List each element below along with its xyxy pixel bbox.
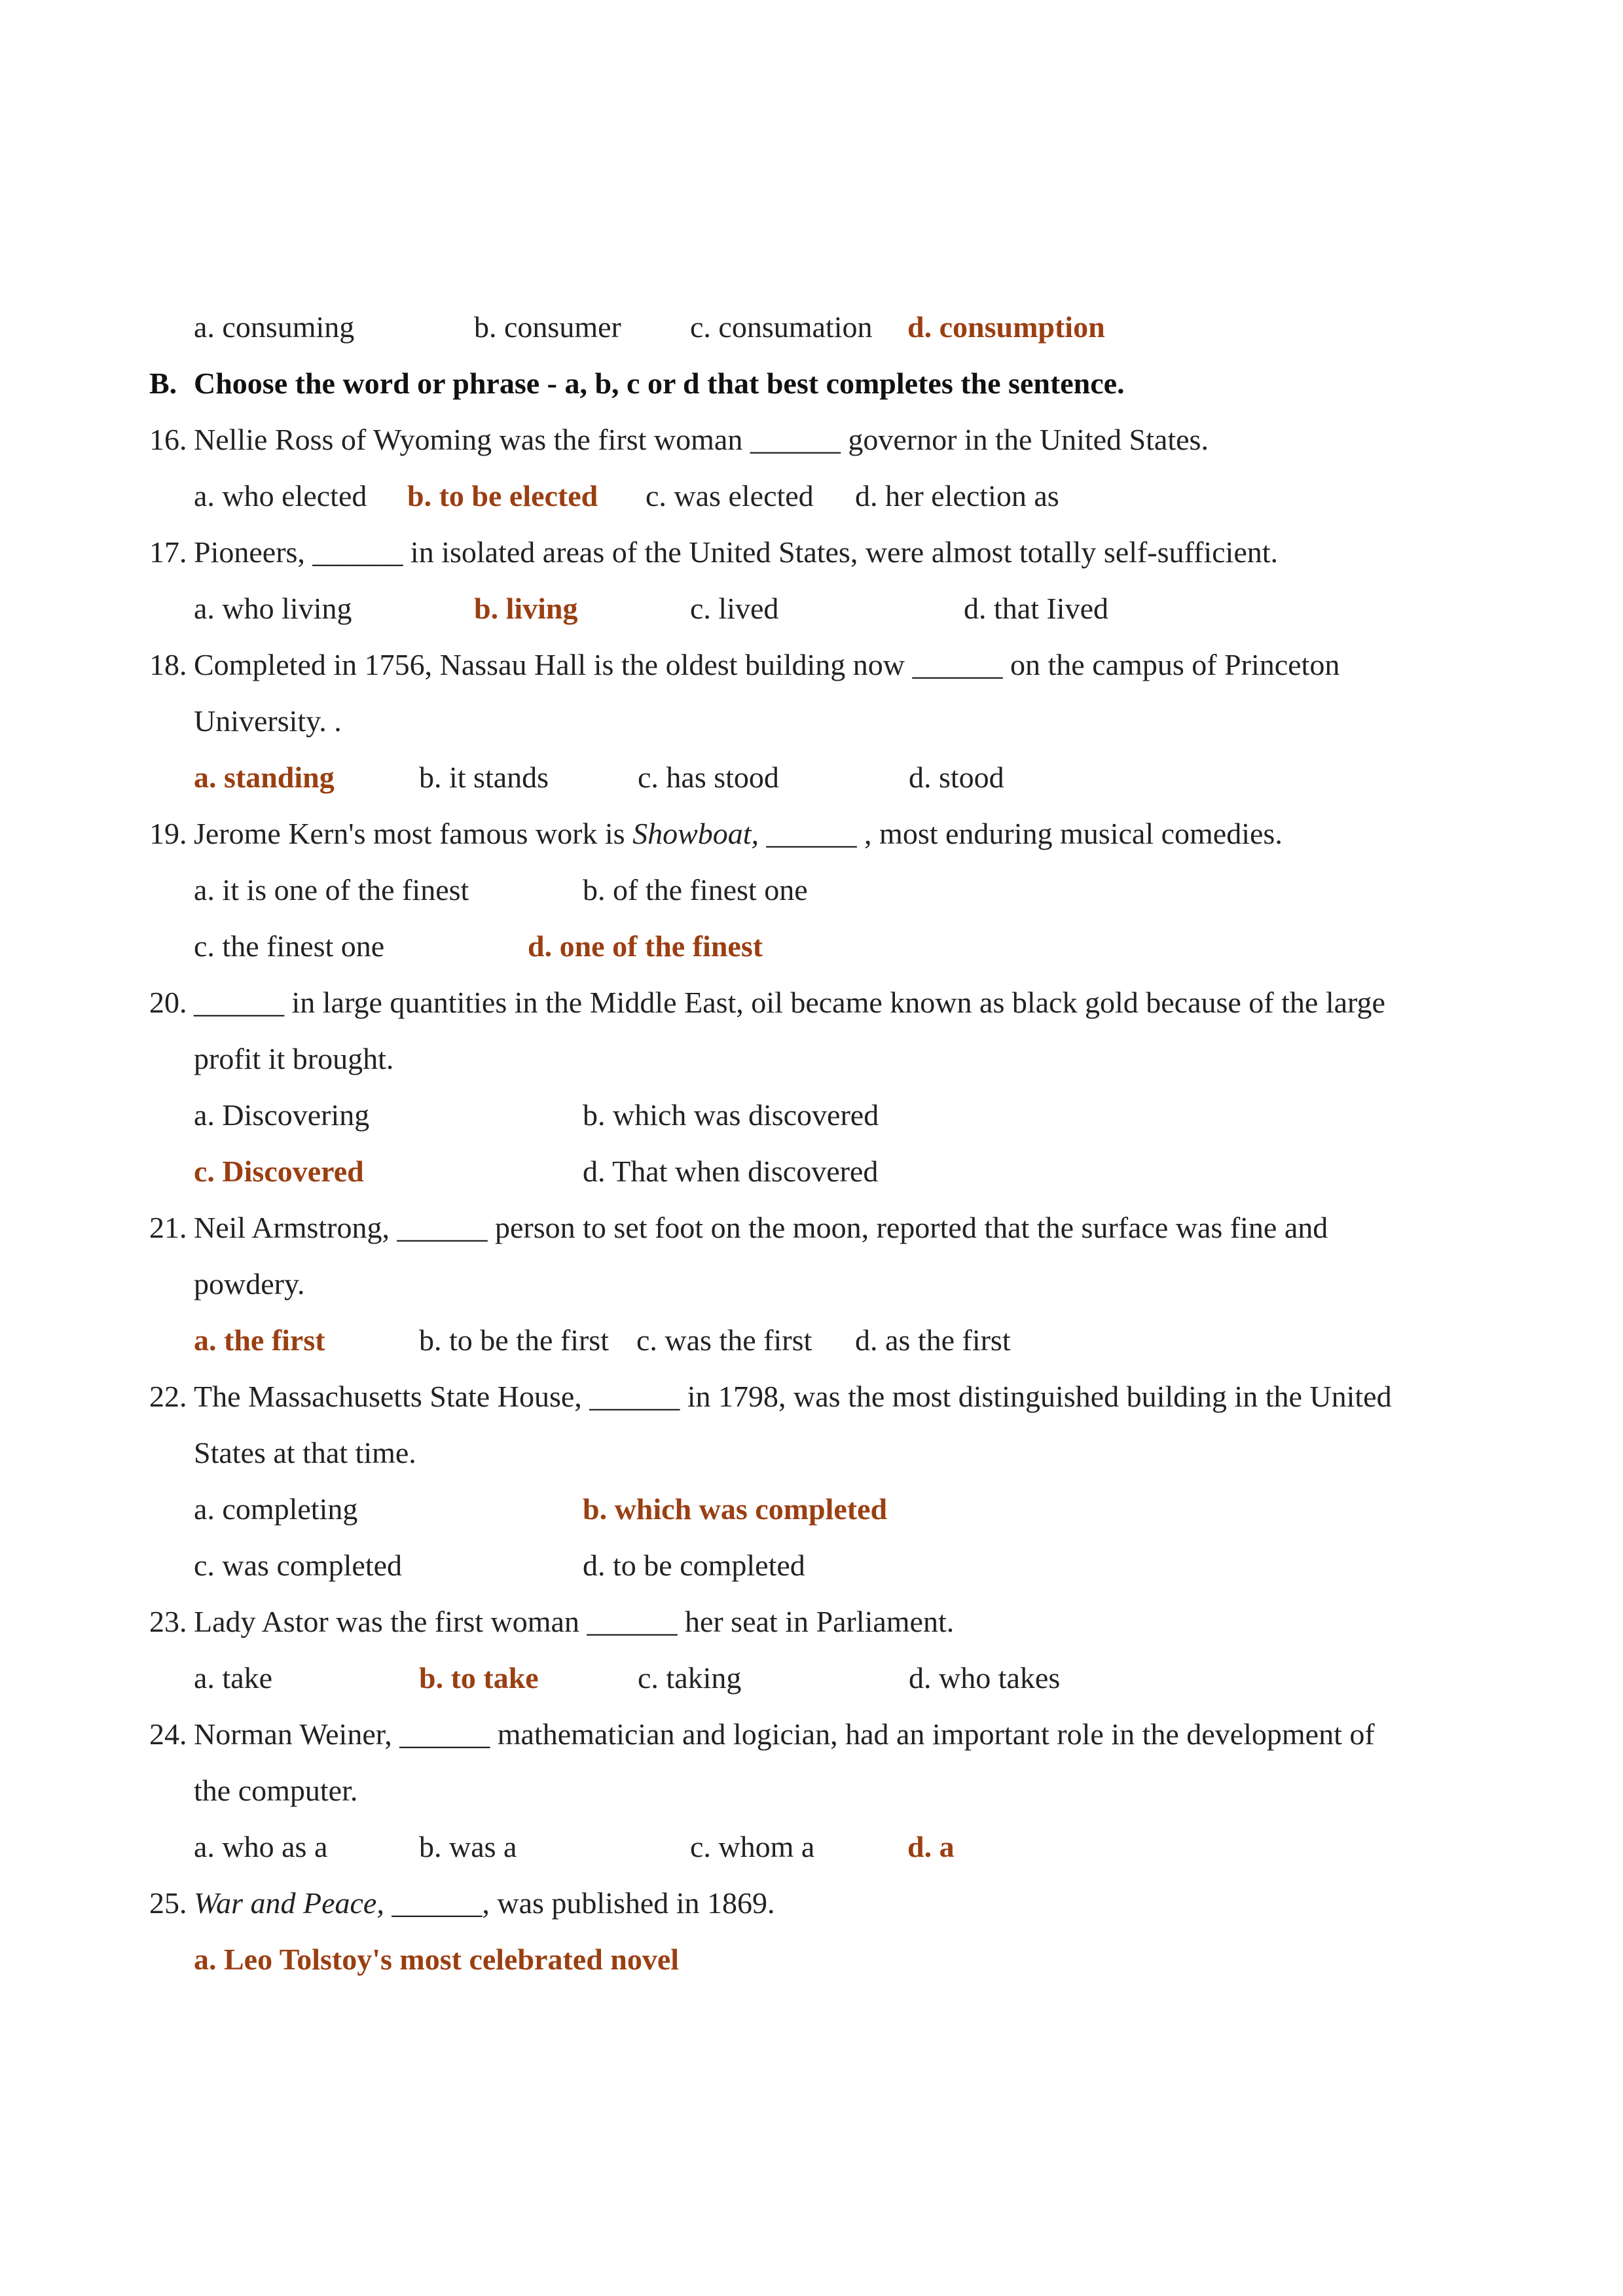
q19-text-part-3: ______ , most enduring musical comedies. — [759, 817, 1283, 850]
q19-option-a[interactable]: a. it is one of the finest — [194, 873, 469, 906]
q21-option-a-answer[interactable]: a. the first — [194, 1323, 325, 1357]
q21-text-line-2: powdery. — [194, 1267, 305, 1300]
q19-title-showboat: Showboat, — [632, 817, 759, 850]
q18-text: Completed in 1756, Nassau Hall is the oldest building now ______ on the campus of Princeton — [194, 648, 1340, 681]
q23-number: 23. — [149, 1605, 187, 1638]
q17-number: 17. — [149, 535, 187, 569]
q15-option-b[interactable]: b. consumer — [474, 310, 621, 344]
q15-option-c[interactable]: c. consumation — [690, 310, 873, 344]
q21-option-c[interactable]: c. was the first — [636, 1323, 812, 1357]
q20-option-a[interactable]: a. Discovering — [194, 1098, 370, 1132]
q22-option-c[interactable]: c. was completed — [194, 1549, 403, 1582]
q18-option-c[interactable]: c. has stood — [638, 761, 779, 794]
q18-option-d[interactable]: d. stood — [909, 761, 1004, 794]
q22-text-line-2: States at that time. — [194, 1436, 416, 1469]
q21-option-b[interactable]: b. to be the first — [419, 1323, 609, 1357]
q22-option-a[interactable]: a. completing — [194, 1492, 358, 1526]
q20-option-c-answer[interactable]: c. Discovered — [194, 1155, 364, 1188]
section-instruction: Choose the word or phrase - a, b, c or d that best completes the sentence. — [194, 367, 1125, 400]
q20-text: ______ in large quantities in the Middle East, oil became known as black gold because of the large — [194, 986, 1385, 1019]
q25-text-part-2: ______, was published in 1869. — [384, 1886, 775, 1920]
q18-text-line-2: University. . — [194, 704, 342, 738]
q19-option-c[interactable]: c. the finest one — [194, 929, 385, 963]
q23-option-a[interactable]: a. take — [194, 1661, 273, 1695]
q16-number: 16. — [149, 423, 187, 456]
q17-option-b-answer[interactable]: b. living — [474, 592, 578, 625]
q16-option-a[interactable]: a. who elected — [194, 479, 367, 512]
q18-option-b[interactable]: b. it stands — [419, 761, 549, 794]
q17-text: Pioneers, ______ in isolated areas of the United States, were almost totally self-sufficient. — [194, 535, 1279, 569]
q24-option-b[interactable]: b. was a — [419, 1830, 517, 1863]
q19-option-b[interactable]: b. of the finest one — [583, 873, 808, 906]
q16-option-c[interactable]: c. was elected — [646, 479, 814, 512]
q16-text: Nellie Ross of Wyoming was the first woman ______ governor in the United States. — [194, 423, 1209, 456]
q20-number: 20. — [149, 986, 187, 1019]
q21-number: 21. — [149, 1211, 187, 1244]
q22-text: The Massachusetts State House, ______ in 1798, was the most distinguished building in the United — [194, 1380, 1392, 1413]
q16-option-b-answer[interactable]: b. to be elected — [407, 479, 598, 512]
q19-text-part-1: Jerome Kern's most famous work is — [194, 817, 633, 850]
q22-option-b-answer[interactable]: b. which was completed — [583, 1492, 888, 1526]
q17-option-d[interactable]: d. that Iived — [964, 592, 1108, 625]
q25-number: 25. — [149, 1886, 187, 1920]
q19-text — [194, 816, 1283, 852]
q17-option-c[interactable]: c. lived — [690, 592, 779, 625]
q19-option-d-answer[interactable]: d. one of the finest — [528, 929, 763, 963]
section-letter: B. — [149, 367, 177, 400]
q24-option-a[interactable]: a. who as a — [194, 1830, 328, 1863]
q24-option-c[interactable]: c. whom a — [690, 1830, 815, 1863]
q25-option-a-answer[interactable]: a. Leo Tolstoy's most celebrated novel — [194, 1943, 680, 1976]
q25-title-war-and-peace: War and Peace, — [194, 1886, 384, 1920]
q22-number: 22. — [149, 1380, 187, 1413]
q18-number: 18. — [149, 648, 187, 681]
q21-text: Neil Armstrong, ______ person to set foot on the moon, reported that the surface was fine and — [194, 1211, 1328, 1244]
q20-text-line-2: profit it brought. — [194, 1042, 394, 1075]
q23-option-c[interactable]: c. taking — [638, 1661, 742, 1695]
q25-text — [194, 1885, 775, 1922]
q15-option-d-answer[interactable]: d. consumption — [907, 310, 1105, 344]
q16-option-d[interactable]: d. her election as — [855, 479, 1059, 512]
q18-option-a-answer[interactable]: a. standing — [194, 761, 335, 794]
q24-text: Norman Weiner, ______ mathematician and logician, had an important role in the development of — [194, 1717, 1375, 1751]
q24-option-d-answer[interactable]: d. a — [907, 1830, 955, 1863]
q15-option-a[interactable]: a. consuming — [194, 310, 355, 344]
q21-option-d[interactable]: d. as the first — [855, 1323, 1011, 1357]
q24-text-line-2: the computer. — [194, 1774, 358, 1807]
q23-option-d[interactable]: d. who takes — [909, 1661, 1061, 1695]
q17-option-a[interactable]: a. who living — [194, 592, 352, 625]
q20-option-d[interactable]: d. That when discovered — [583, 1155, 879, 1188]
q20-option-b[interactable]: b. which was discovered — [583, 1098, 879, 1132]
q23-text: Lady Astor was the first woman ______ her seat in Parliament. — [194, 1605, 955, 1638]
q19-number: 19. — [149, 817, 187, 850]
q22-option-d[interactable]: d. to be completed — [583, 1549, 805, 1582]
q24-number: 24. — [149, 1717, 187, 1751]
q23-option-b-answer[interactable]: b. to take — [419, 1661, 539, 1695]
